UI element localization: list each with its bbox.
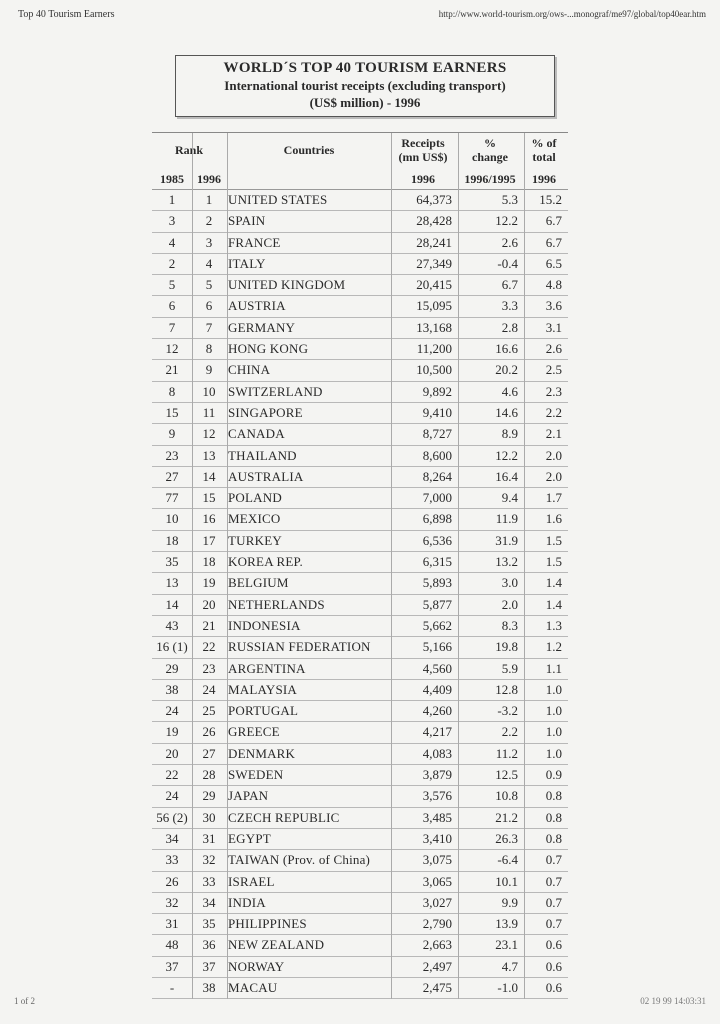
receipts-cell: 13,168 <box>416 319 452 335</box>
country-cell: GERMANY <box>228 319 296 335</box>
rank-1985-cell: 29 <box>165 660 179 676</box>
country-cell: NEW ZEALAND <box>228 937 325 953</box>
rank-1996-cell: 1 <box>205 192 213 207</box>
change-cell: 5.9 <box>501 660 518 676</box>
receipts-cell: 5,893 <box>422 575 452 591</box>
country-cell: POLAND <box>228 490 282 506</box>
share-cell: 1.3 <box>545 617 562 633</box>
rank-1996-cell: 35 <box>202 916 216 932</box>
table-row <box>152 935 568 956</box>
rank-1996-cell: 18 <box>202 554 216 570</box>
rank-1996-cell: 27 <box>202 745 216 761</box>
receipts-cell: 8,264 <box>422 468 452 484</box>
change-cell: -0.4 <box>497 255 518 271</box>
receipts-cell: 6,536 <box>422 532 452 548</box>
table-row <box>152 957 568 978</box>
table-row <box>152 382 568 403</box>
subheader-1996: 1996 <box>197 172 221 186</box>
country-cell: ITALY <box>228 255 266 271</box>
column-divider <box>391 133 392 999</box>
rank-1996-cell: 29 <box>202 788 216 804</box>
receipts-cell: 2,475 <box>422 979 452 995</box>
receipts-cell: 5,166 <box>422 639 452 655</box>
page-header-url: http://www.world-tourism.org/ows-...monograf/me97/global/top40ear.htm <box>438 9 706 19</box>
table-row <box>152 765 568 786</box>
receipts-cell: 20,415 <box>416 277 452 293</box>
share-cell: 0.9 <box>545 767 562 783</box>
subheader-change-years: 1996/1995 <box>464 172 516 186</box>
share-cell: 1.0 <box>545 703 562 719</box>
change-cell: 2.8 <box>501 319 518 335</box>
rank-1996-cell: 36 <box>202 937 216 953</box>
share-cell: 2.2 <box>545 404 562 420</box>
change-cell: 6.7 <box>501 277 518 293</box>
rank-1996-cell: 5 <box>205 277 213 293</box>
country-cell: KOREA REP. <box>228 554 303 570</box>
receipts-cell: 2,497 <box>422 958 452 974</box>
table-row <box>152 914 568 935</box>
header-receipts <box>390 133 456 172</box>
table-row <box>152 786 568 807</box>
rank-1996-cell: 6 <box>205 298 213 314</box>
change-cell: 9.4 <box>501 490 518 506</box>
table-row <box>152 467 568 488</box>
share-cell: 2.3 <box>545 383 562 399</box>
receipts-cell: 2,663 <box>422 937 452 953</box>
share-cell: 1.4 <box>545 575 562 591</box>
receipts-cell: 8,600 <box>422 447 452 463</box>
table-row <box>152 659 568 680</box>
table-row <box>152 275 568 296</box>
country-cell: GREECE <box>228 724 280 740</box>
share-cell: 4.8 <box>545 277 562 293</box>
change-cell: 4.7 <box>501 958 518 974</box>
change-cell: -1.0 <box>497 979 518 995</box>
rank-1996-cell: 2 <box>205 213 213 229</box>
country-cell: TAIWAN (Prov. of China) <box>228 852 371 868</box>
rank-1996-cell: 32 <box>202 852 216 868</box>
receipts-cell: 4,083 <box>422 745 452 761</box>
country-cell: CANADA <box>228 426 285 442</box>
table-row <box>152 254 568 275</box>
rank-1985-cell: 14 <box>165 596 179 612</box>
rank-1996-cell: 31 <box>202 830 216 846</box>
receipts-cell: 64,373 <box>416 192 452 207</box>
country-cell: UNITED KINGDOM <box>228 277 346 293</box>
header-receipts-line2: (mn US$) <box>398 150 448 164</box>
page-header-title: Top 40 Tourism Earners <box>18 9 115 20</box>
country-cell: FRANCE <box>228 234 281 250</box>
rank-1996-cell: 13 <box>202 447 216 463</box>
table-row <box>152 680 568 701</box>
rank-1996-cell: 23 <box>202 660 216 676</box>
table-row <box>152 233 568 254</box>
receipts-cell: 3,027 <box>422 894 452 910</box>
share-cell: 1.5 <box>545 554 562 570</box>
rank-1996-cell: 16 <box>202 511 216 527</box>
country-cell: EGYPT <box>228 830 271 846</box>
rank-1985-cell: 12 <box>165 341 179 357</box>
share-cell: 0.7 <box>545 894 562 910</box>
header-receipts-line1: Receipts <box>401 136 445 150</box>
print-timestamp: 02 19 99 14:03:31 <box>640 996 706 1006</box>
share-cell: 2.0 <box>545 468 562 484</box>
subheader-receipts-year: 1996 <box>411 172 435 186</box>
share-cell: 0.6 <box>545 937 562 953</box>
change-cell: 8.9 <box>501 426 518 442</box>
column-divider <box>192 133 193 999</box>
change-cell: 26.3 <box>495 830 518 846</box>
table-row <box>152 573 568 594</box>
receipts-cell: 4,560 <box>422 660 452 676</box>
change-cell: 20.2 <box>495 362 518 378</box>
country-cell: SWITZERLAND <box>228 383 323 399</box>
table-row <box>152 637 568 658</box>
change-cell: 23.1 <box>495 937 518 953</box>
rank-1985-cell: 22 <box>165 767 179 783</box>
rank-1996-cell: 28 <box>202 767 216 783</box>
country-cell: PORTUGAL <box>228 703 299 719</box>
title-line-3: (US$ million) - 1996 <box>309 95 421 110</box>
rank-1985-cell: 38 <box>165 681 179 697</box>
country-cell: MEXICO <box>228 511 281 527</box>
receipts-cell: 6,898 <box>422 511 452 527</box>
rank-1985-cell: 23 <box>165 447 179 463</box>
share-cell: 2.5 <box>545 362 562 378</box>
rank-1996-cell: 20 <box>202 596 216 612</box>
rank-1985-cell: 56 (2) <box>156 809 188 825</box>
rank-1985-cell: 43 <box>165 617 179 633</box>
country-cell: TURKEY <box>228 532 282 548</box>
rank-1996-cell: 17 <box>202 532 216 548</box>
change-cell: 2.2 <box>501 724 518 740</box>
rank-1996-cell: 7 <box>205 319 213 335</box>
rank-1996-cell: 15 <box>202 490 216 506</box>
receipts-cell: 5,877 <box>422 596 452 612</box>
rank-1985-cell: 18 <box>165 532 179 548</box>
receipts-cell: 11,200 <box>416 341 452 357</box>
header-change <box>458 133 522 172</box>
receipts-cell: 4,260 <box>422 703 452 719</box>
share-cell: 0.7 <box>545 916 562 932</box>
table-row <box>152 595 568 616</box>
share-cell: 0.7 <box>545 852 562 868</box>
page-indicator: 1 of 2 <box>14 996 35 1006</box>
share-cell: 6.7 <box>545 213 562 229</box>
country-cell: SWEDEN <box>228 767 284 783</box>
table-row <box>152 339 568 360</box>
country-cell: DENMARK <box>228 745 296 761</box>
receipts-cell: 3,485 <box>422 809 452 825</box>
table-row <box>152 978 568 999</box>
change-cell: 12.2 <box>495 447 518 463</box>
change-cell: 21.2 <box>495 809 518 825</box>
rank-1985-cell: 8 <box>168 383 176 399</box>
rank-1996-cell: 24 <box>202 681 216 697</box>
table-row <box>152 424 568 445</box>
share-cell: 2.1 <box>545 426 562 442</box>
country-cell: UNITED STATES <box>228 192 328 207</box>
change-cell: 8.3 <box>501 617 518 633</box>
rank-1996-cell: 12 <box>202 426 216 442</box>
receipts-cell: 28,428 <box>416 213 452 229</box>
table-row <box>152 850 568 871</box>
receipts-cell: 2,790 <box>422 916 452 932</box>
table-row <box>152 893 568 914</box>
share-cell: 0.6 <box>545 958 562 974</box>
column-divider <box>458 133 459 999</box>
receipts-cell: 9,892 <box>422 383 452 399</box>
table-row <box>152 296 568 317</box>
rank-1996-cell: 38 <box>202 979 216 995</box>
receipts-cell: 5,662 <box>422 617 452 633</box>
share-cell: 2.0 <box>545 447 562 463</box>
change-cell: 3.3 <box>501 298 518 314</box>
change-cell: 3.0 <box>501 575 518 591</box>
share-cell: 1.2 <box>545 639 562 655</box>
receipts-cell: 3,075 <box>422 852 452 868</box>
rank-1985-cell: 26 <box>165 873 179 889</box>
table-row <box>152 360 568 381</box>
table-row <box>152 318 568 339</box>
table-row <box>152 446 568 467</box>
change-cell: 4.6 <box>501 383 518 399</box>
change-cell: 12.8 <box>495 681 518 697</box>
rank-1996-cell: 9 <box>205 362 213 378</box>
share-cell: 1.0 <box>545 745 562 761</box>
country-cell: AUSTRIA <box>228 298 286 314</box>
share-cell: 6.7 <box>545 234 562 250</box>
share-cell: 1.5 <box>545 532 562 548</box>
subheader-total-year: 1996 <box>532 172 556 186</box>
receipts-cell: 4,409 <box>422 681 452 697</box>
country-cell: ISRAEL <box>228 873 275 889</box>
rank-1985-cell: - <box>169 979 175 995</box>
share-cell: 0.8 <box>545 830 562 846</box>
country-cell: MALAYSIA <box>228 681 298 697</box>
rank-1985-cell: 19 <box>165 724 179 740</box>
header-rank: Rank <box>174 143 203 157</box>
change-cell: 12.2 <box>495 213 518 229</box>
share-cell: 1.0 <box>545 681 562 697</box>
table-row <box>152 531 568 552</box>
country-cell: INDONESIA <box>228 617 301 633</box>
rank-1985-cell: 6 <box>168 298 176 314</box>
receipts-cell: 4,217 <box>422 724 452 740</box>
country-cell: BELGIUM <box>228 575 289 591</box>
rank-1996-cell: 10 <box>202 383 216 399</box>
receipts-cell: 7,000 <box>422 490 452 506</box>
header-total-line2: total <box>532 150 556 164</box>
table-row <box>152 211 568 232</box>
header-total-line1: % of <box>531 136 557 150</box>
share-cell: 3.1 <box>545 319 562 335</box>
share-cell: 2.6 <box>545 341 562 357</box>
rank-1985-cell: 4 <box>168 234 176 250</box>
share-cell: 1.0 <box>545 724 562 740</box>
table-row <box>152 808 568 829</box>
rank-1996-cell: 3 <box>205 234 213 250</box>
table-header-row <box>152 133 568 169</box>
rank-1985-cell: 33 <box>165 852 179 868</box>
rank-1985-cell: 7 <box>168 319 176 335</box>
change-cell: -3.2 <box>497 703 518 719</box>
country-cell: RUSSIAN FEDERATION <box>228 639 371 655</box>
table-row <box>152 616 568 637</box>
rank-1985-cell: 5 <box>168 277 176 293</box>
receipts-cell: 9,410 <box>422 404 452 420</box>
table-row <box>152 744 568 765</box>
subheader-1985: 1985 <box>160 172 184 186</box>
share-cell: 1.4 <box>545 596 562 612</box>
country-cell: INDIA <box>228 894 266 910</box>
country-cell: JAPAN <box>228 788 269 804</box>
rank-1985-cell: 16 (1) <box>156 639 188 655</box>
table-body <box>152 190 568 999</box>
receipts-cell: 8,727 <box>422 426 452 442</box>
change-cell: 19.8 <box>495 639 518 655</box>
rank-1985-cell: 24 <box>165 788 179 804</box>
country-cell: MACAU <box>228 979 278 995</box>
rank-1985-cell: 31 <box>165 916 179 932</box>
country-cell: HONG KONG <box>228 341 309 357</box>
share-cell: 1.1 <box>545 660 562 676</box>
change-cell: 2.0 <box>501 596 518 612</box>
country-cell: CZECH REPUBLIC <box>228 809 340 825</box>
table-subheader-row <box>152 169 568 190</box>
rank-1985-cell: 21 <box>165 362 179 378</box>
share-cell: 3.6 <box>545 298 562 314</box>
receipts-cell: 3,410 <box>422 830 452 846</box>
document-title <box>175 55 555 117</box>
change-cell: -6.4 <box>497 852 518 868</box>
rank-1996-cell: 37 <box>202 958 216 974</box>
table-row <box>152 829 568 850</box>
country-cell: THAILAND <box>228 447 297 463</box>
rank-1985-cell: 3 <box>168 213 176 229</box>
rank-1996-cell: 25 <box>202 703 216 719</box>
change-cell: 11.9 <box>495 511 518 527</box>
rank-1985-cell: 77 <box>165 490 179 506</box>
receipts-cell: 3,576 <box>422 788 452 804</box>
receipts-cell: 15,095 <box>416 298 452 314</box>
rank-1985-cell: 15 <box>165 404 179 420</box>
title-line-2: International tourist receipts (excluding transport) <box>224 78 506 93</box>
receipts-cell: 6,315 <box>422 554 452 570</box>
rank-1985-cell: 2 <box>168 255 176 271</box>
rank-1985-cell: 35 <box>165 554 179 570</box>
table-row <box>152 190 568 211</box>
change-cell: 13.9 <box>495 916 518 932</box>
receipts-cell: 28,241 <box>416 234 452 250</box>
share-cell: 0.8 <box>545 809 562 825</box>
earners-table <box>152 132 568 999</box>
table-row <box>152 552 568 573</box>
rank-1996-cell: 22 <box>202 639 216 655</box>
receipts-cell: 3,879 <box>422 767 452 783</box>
rank-1985-cell: 37 <box>165 958 179 974</box>
header-countries: Countries <box>283 143 335 157</box>
table-row <box>152 872 568 893</box>
table-row <box>152 403 568 424</box>
rank-1996-cell: 21 <box>202 617 216 633</box>
rank-1996-cell: 14 <box>202 468 216 484</box>
rank-1996-cell: 4 <box>205 255 213 271</box>
table-row <box>152 488 568 509</box>
column-divider <box>524 133 525 999</box>
share-cell: 0.7 <box>545 873 562 889</box>
change-cell: 16.4 <box>495 468 518 484</box>
share-cell: 1.6 <box>545 511 562 527</box>
change-cell: 5.3 <box>501 192 518 207</box>
country-cell: AUSTRALIA <box>228 468 304 484</box>
country-cell: ARGENTINA <box>228 660 306 676</box>
rank-1996-cell: 34 <box>202 894 216 910</box>
title-line-1: WORLD´S TOP 40 TOURISM EARNERS <box>223 60 507 76</box>
rank-1985-cell: 13 <box>165 575 179 591</box>
rank-1985-cell: 24 <box>165 703 179 719</box>
table-row <box>152 701 568 722</box>
share-cell: 0.6 <box>545 979 562 995</box>
rank-1985-cell: 34 <box>165 830 179 846</box>
rank-1985-cell: 1 <box>168 192 176 207</box>
rank-1996-cell: 30 <box>202 809 216 825</box>
change-cell: 31.9 <box>495 532 518 548</box>
share-cell: 1.7 <box>545 490 562 506</box>
change-cell: 10.8 <box>495 788 518 804</box>
country-cell: CHINA <box>228 362 271 378</box>
header-total <box>524 133 564 172</box>
receipts-cell: 3,065 <box>422 873 452 889</box>
change-cell: 16.6 <box>495 341 518 357</box>
receipts-cell: 10,500 <box>416 362 452 378</box>
change-cell: 9.9 <box>501 894 518 910</box>
rank-1985-cell: 10 <box>165 511 179 527</box>
country-cell: PHILIPPINES <box>228 916 307 932</box>
change-cell: 11.2 <box>495 745 518 761</box>
rank-1996-cell: 8 <box>205 341 213 357</box>
table-row <box>152 722 568 743</box>
share-cell: 6.5 <box>545 255 562 271</box>
header-change-line1: % <box>484 136 496 150</box>
change-cell: 12.5 <box>495 767 518 783</box>
header-change-line2: change <box>472 150 508 164</box>
change-cell: 14.6 <box>495 404 518 420</box>
rank-1985-cell: 32 <box>165 894 179 910</box>
change-cell: 10.1 <box>495 873 518 889</box>
table-row <box>152 509 568 530</box>
rank-1985-cell: 27 <box>165 468 179 484</box>
country-cell: SINGAPORE <box>228 404 303 420</box>
column-divider <box>227 133 228 999</box>
rank-1996-cell: 26 <box>202 724 216 740</box>
rank-1996-cell: 33 <box>202 873 216 889</box>
change-cell: 13.2 <box>495 554 518 570</box>
change-cell: 2.6 <box>501 234 518 250</box>
share-cell: 0.8 <box>545 788 562 804</box>
share-cell: 15.2 <box>539 192 562 207</box>
receipts-cell: 27,349 <box>416 255 452 271</box>
rank-1996-cell: 11 <box>202 404 216 420</box>
rank-1985-cell: 48 <box>165 937 179 953</box>
rank-1996-cell: 19 <box>202 575 216 591</box>
country-cell: NORWAY <box>228 958 285 974</box>
country-cell: NETHERLANDS <box>228 596 325 612</box>
rank-1985-cell: 20 <box>165 745 179 761</box>
country-cell: SPAIN <box>228 213 266 229</box>
rank-1985-cell: 9 <box>168 426 176 442</box>
